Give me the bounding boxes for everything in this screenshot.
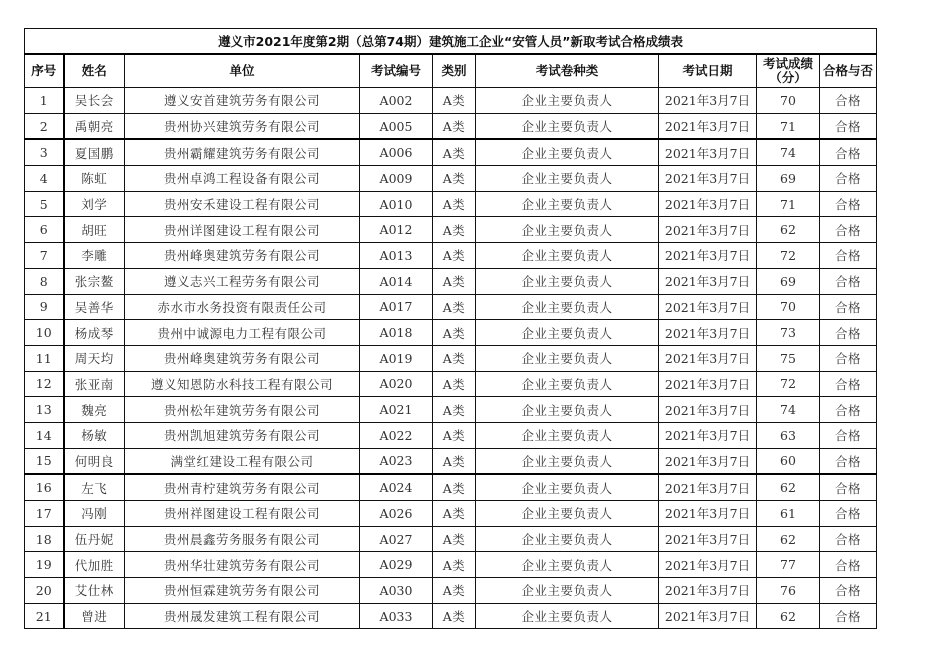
row-score: 62 [757, 217, 820, 243]
row-pass: 合格 [820, 139, 877, 165]
row-name: 禹朝亮 [64, 113, 125, 139]
table-row [25, 578, 877, 604]
row-pass: 合格 [820, 113, 877, 139]
row-idx: 8 [25, 268, 64, 294]
row-company: 贵州松年建筑劳务有限公司 [125, 397, 360, 423]
row-company: 贵州晨鑫劳务服务有限公司 [125, 526, 360, 552]
row-name: 魏亮 [64, 397, 125, 423]
row-category: A类 [433, 552, 476, 578]
row-name: 李雕 [64, 243, 125, 269]
row-pass: 合格 [820, 88, 877, 114]
row-category: A类 [433, 422, 476, 448]
row-score: 61 [757, 501, 820, 527]
row-score: 71 [757, 191, 820, 217]
row-company: 贵州峰奥建筑劳务有限公司 [125, 345, 360, 371]
row-score: 73 [757, 320, 820, 346]
row-category: A类 [433, 88, 476, 114]
row-idx: 11 [25, 345, 64, 371]
row-idx: 15 [25, 448, 64, 474]
row-paper-type: 企业主要负责人 [476, 139, 659, 165]
row-category: A类 [433, 191, 476, 217]
row-idx: 6 [25, 217, 64, 243]
row-company: 贵州详图建设工程有限公司 [125, 217, 360, 243]
row-name: 左飞 [64, 474, 125, 500]
row-company: 贵州霸耀建筑劳务有限公司 [125, 139, 360, 165]
row-name: 杨成琴 [64, 320, 125, 346]
row-exam-no: A027 [360, 526, 433, 552]
row-score: 69 [757, 268, 820, 294]
row-exam-no: A033 [360, 603, 433, 629]
table-row [25, 448, 877, 474]
row-category: A类 [433, 603, 476, 629]
row-exam-no: A030 [360, 578, 433, 604]
row-score: 62 [757, 526, 820, 552]
row-exam-no: A002 [360, 88, 433, 114]
row-company: 满堂红建设工程有限公司 [125, 448, 360, 474]
row-pass: 合格 [820, 448, 877, 474]
row-company: 贵州晟发建筑工程有限公司 [125, 603, 360, 629]
row-paper-type: 企业主要负责人 [476, 448, 659, 474]
header-company: 单位 [125, 54, 360, 88]
row-category: A类 [433, 113, 476, 139]
row-name: 吴长会 [64, 88, 125, 114]
row-date: 2021年3月7日 [659, 113, 757, 139]
row-score: 72 [757, 371, 820, 397]
row-score: 72 [757, 243, 820, 269]
row-name: 胡旺 [64, 217, 125, 243]
row-date: 2021年3月7日 [659, 345, 757, 371]
row-category: A类 [433, 345, 476, 371]
row-name: 杨敏 [64, 422, 125, 448]
row-exam-no: A013 [360, 243, 433, 269]
row-company: 赤水市水务投资有限责任公司 [125, 294, 360, 320]
row-paper-type: 企业主要负责人 [476, 603, 659, 629]
row-date: 2021年3月7日 [659, 166, 757, 192]
row-exam-no: A026 [360, 501, 433, 527]
row-date: 2021年3月7日 [659, 139, 757, 165]
row-paper-type: 企业主要负责人 [476, 501, 659, 527]
row-category: A类 [433, 294, 476, 320]
row-category: A类 [433, 268, 476, 294]
header-name: 姓名 [64, 54, 125, 88]
row-paper-type: 企业主要负责人 [476, 268, 659, 294]
row-category: A类 [433, 371, 476, 397]
row-date: 2021年3月7日 [659, 268, 757, 294]
row-name: 夏国鹏 [64, 139, 125, 165]
row-idx: 20 [25, 578, 64, 604]
row-name: 曾进 [64, 603, 125, 629]
row-paper-type: 企业主要负责人 [476, 320, 659, 346]
row-category: A类 [433, 526, 476, 552]
row-company: 遵义志兴工程劳务有限公司 [125, 268, 360, 294]
table-row [25, 88, 877, 114]
row-date: 2021年3月7日 [659, 294, 757, 320]
row-category: A类 [433, 320, 476, 346]
row-category: A类 [433, 501, 476, 527]
row-date: 2021年3月7日 [659, 474, 757, 500]
row-name: 艾仕林 [64, 578, 125, 604]
row-category: A类 [433, 243, 476, 269]
row-exam-no: A024 [360, 474, 433, 500]
row-name: 冯刚 [64, 501, 125, 527]
row-category: A类 [433, 578, 476, 604]
row-exam-no: A029 [360, 552, 433, 578]
row-idx: 5 [25, 191, 64, 217]
row-score: 60 [757, 448, 820, 474]
row-company: 贵州卓鸿工程设备有限公司 [125, 166, 360, 192]
table-row [25, 526, 877, 552]
row-exam-no: A012 [360, 217, 433, 243]
table-row [25, 139, 877, 165]
table-row [25, 552, 877, 578]
row-paper-type: 企业主要负责人 [476, 191, 659, 217]
row-company: 贵州中诚源电力工程有限公司 [125, 320, 360, 346]
table-row [25, 113, 877, 139]
row-idx: 21 [25, 603, 64, 629]
row-company: 贵州峰奥建筑劳务有限公司 [125, 243, 360, 269]
row-company: 贵州安禾建设工程有限公司 [125, 191, 360, 217]
table-row [25, 166, 877, 192]
row-exam-no: A014 [360, 268, 433, 294]
row-name: 张宗鳌 [64, 268, 125, 294]
header-idx: 序号 [25, 54, 64, 88]
row-idx: 19 [25, 552, 64, 578]
row-idx: 13 [25, 397, 64, 423]
table-row [25, 217, 877, 243]
row-company: 遵义安首建筑劳务有限公司 [125, 88, 360, 114]
table-row [25, 268, 877, 294]
row-idx: 14 [25, 422, 64, 448]
row-paper-type: 企业主要负责人 [476, 243, 659, 269]
row-paper-type: 企业主要负责人 [476, 552, 659, 578]
row-date: 2021年3月7日 [659, 217, 757, 243]
row-company: 贵州华壮建筑劳务有限公司 [125, 552, 360, 578]
row-paper-type: 企业主要负责人 [476, 422, 659, 448]
row-pass: 合格 [820, 397, 877, 423]
row-category: A类 [433, 166, 476, 192]
row-paper-type: 企业主要负责人 [476, 166, 659, 192]
row-score: 70 [757, 294, 820, 320]
row-pass: 合格 [820, 191, 877, 217]
row-score: 63 [757, 422, 820, 448]
row-exam-no: A010 [360, 191, 433, 217]
row-idx: 17 [25, 501, 64, 527]
header-paper-type: 考试卷种类 [476, 54, 659, 88]
row-name: 吴善华 [64, 294, 125, 320]
row-company: 贵州祥图建设工程有限公司 [125, 501, 360, 527]
row-exam-no: A018 [360, 320, 433, 346]
table-row [25, 345, 877, 371]
row-idx: 3 [25, 139, 64, 165]
header-pass: 合格与否 [820, 54, 877, 88]
row-idx: 2 [25, 113, 64, 139]
row-score: 77 [757, 552, 820, 578]
row-idx: 18 [25, 526, 64, 552]
row-score: 70 [757, 88, 820, 114]
row-exam-no: A020 [360, 371, 433, 397]
table-title: 遵义市2021年度第2期（总第74期）建筑施工企业“安管人员”新取考试合格成绩表 [25, 29, 877, 55]
row-idx: 9 [25, 294, 64, 320]
row-pass: 合格 [820, 603, 877, 629]
row-pass: 合格 [820, 552, 877, 578]
row-pass: 合格 [820, 268, 877, 294]
results-table [24, 28, 877, 629]
row-exam-no: A019 [360, 345, 433, 371]
row-paper-type: 企业主要负责人 [476, 371, 659, 397]
table-row [25, 371, 877, 397]
row-pass: 合格 [820, 474, 877, 500]
row-idx: 4 [25, 166, 64, 192]
row-score: 76 [757, 578, 820, 604]
table-row [25, 603, 877, 629]
row-exam-no: A009 [360, 166, 433, 192]
row-name: 伍丹妮 [64, 526, 125, 552]
row-paper-type: 企业主要负责人 [476, 578, 659, 604]
row-exam-no: A022 [360, 422, 433, 448]
header-score: 考试成绩（分） [757, 54, 820, 88]
row-paper-type: 企业主要负责人 [476, 474, 659, 500]
row-idx: 1 [25, 88, 64, 114]
row-score: 74 [757, 397, 820, 423]
row-date: 2021年3月7日 [659, 191, 757, 217]
row-date: 2021年3月7日 [659, 320, 757, 346]
row-date: 2021年3月7日 [659, 448, 757, 474]
row-score: 71 [757, 113, 820, 139]
row-pass: 合格 [820, 217, 877, 243]
row-company: 贵州青柠建筑劳务有限公司 [125, 474, 360, 500]
row-pass: 合格 [820, 243, 877, 269]
row-name: 周天均 [64, 345, 125, 371]
row-company: 贵州恒霖建筑劳务有限公司 [125, 578, 360, 604]
table-body [25, 88, 877, 629]
row-score: 75 [757, 345, 820, 371]
row-paper-type: 企业主要负责人 [476, 113, 659, 139]
row-idx: 10 [25, 320, 64, 346]
row-category: A类 [433, 474, 476, 500]
row-pass: 合格 [820, 578, 877, 604]
header-category: 类别 [433, 54, 476, 88]
row-paper-type: 企业主要负责人 [476, 345, 659, 371]
header-date: 考试日期 [659, 54, 757, 88]
row-idx: 12 [25, 371, 64, 397]
table-row [25, 397, 877, 423]
row-category: A类 [433, 139, 476, 165]
row-name: 何明良 [64, 448, 125, 474]
row-company: 遵义知恩防水科技工程有限公司 [125, 371, 360, 397]
table-row [25, 243, 877, 269]
row-date: 2021年3月7日 [659, 501, 757, 527]
header-exam-no: 考试编号 [360, 54, 433, 88]
row-category: A类 [433, 397, 476, 423]
row-date: 2021年3月7日 [659, 552, 757, 578]
row-date: 2021年3月7日 [659, 422, 757, 448]
table-row [25, 320, 877, 346]
table-row [25, 474, 877, 500]
row-paper-type: 企业主要负责人 [476, 88, 659, 114]
row-pass: 合格 [820, 294, 877, 320]
row-pass: 合格 [820, 166, 877, 192]
table-row [25, 294, 877, 320]
row-date: 2021年3月7日 [659, 243, 757, 269]
row-pass: 合格 [820, 526, 877, 552]
row-paper-type: 企业主要负责人 [476, 397, 659, 423]
row-date: 2021年3月7日 [659, 88, 757, 114]
row-idx: 16 [25, 474, 64, 500]
row-pass: 合格 [820, 345, 877, 371]
row-name: 代加胜 [64, 552, 125, 578]
row-company: 贵州凯旭建筑劳务有限公司 [125, 422, 360, 448]
row-pass: 合格 [820, 320, 877, 346]
row-idx: 7 [25, 243, 64, 269]
row-pass: 合格 [820, 371, 877, 397]
row-paper-type: 企业主要负责人 [476, 526, 659, 552]
table-row [25, 422, 877, 448]
row-name: 陈虹 [64, 166, 125, 192]
table-row [25, 501, 877, 527]
row-date: 2021年3月7日 [659, 397, 757, 423]
row-pass: 合格 [820, 422, 877, 448]
row-date: 2021年3月7日 [659, 371, 757, 397]
row-company: 贵州协兴建筑劳务有限公司 [125, 113, 360, 139]
row-score: 69 [757, 166, 820, 192]
row-exam-no: A017 [360, 294, 433, 320]
row-exam-no: A023 [360, 448, 433, 474]
row-exam-no: A006 [360, 139, 433, 165]
row-paper-type: 企业主要负责人 [476, 217, 659, 243]
row-name: 刘学 [64, 191, 125, 217]
row-exam-no: A005 [360, 113, 433, 139]
header-row [25, 54, 877, 88]
row-date: 2021年3月7日 [659, 578, 757, 604]
row-score: 62 [757, 474, 820, 500]
row-pass: 合格 [820, 501, 877, 527]
row-score: 62 [757, 603, 820, 629]
row-score: 74 [757, 139, 820, 165]
row-paper-type: 企业主要负责人 [476, 294, 659, 320]
row-date: 2021年3月7日 [659, 603, 757, 629]
row-date: 2021年3月7日 [659, 526, 757, 552]
row-category: A类 [433, 448, 476, 474]
row-category: A类 [433, 217, 476, 243]
row-exam-no: A021 [360, 397, 433, 423]
table-row [25, 191, 877, 217]
row-name: 张亚南 [64, 371, 125, 397]
